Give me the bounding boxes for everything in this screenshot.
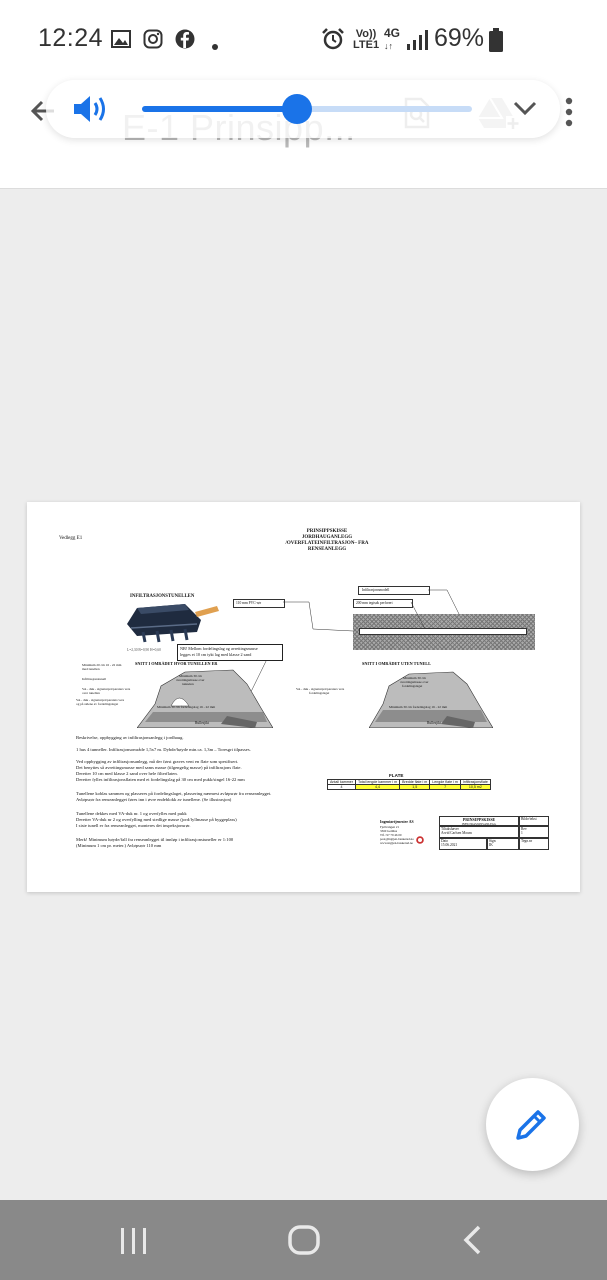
note-line: Merk! Minimum høyde/fall fra renseanlegget til innløp i infiltrasjonstuneller er 1:100 xyxy=(76,837,234,842)
section-right-drawing xyxy=(369,668,493,728)
drawing-header: PRINSIPPSKISSE JORDHAUGANLEGG /OVERFLATEINFILTRASJON– FRA RENSEANLEGG xyxy=(285,529,369,552)
status-bar xyxy=(0,0,607,80)
note-line: I siste tunell er fra renseanlegget, monteres det inspeksjonsrør. xyxy=(76,823,191,828)
company-line: 3360 Geithus xyxy=(380,829,398,833)
note-line: Avløpsrør fra renseanlegget føres inn i øvre endeblokk av tunellene. (Se illustrasjon) xyxy=(76,797,232,802)
fordeling-label-box: Infiltrasjonsmodell xyxy=(358,586,430,595)
left-label-6: og på sidene av fordelingslaget xyxy=(76,702,119,706)
navigation-bar xyxy=(0,1200,607,1280)
note-line: Deretter fylles infiltrasjonsflaten med et fordelingslag på 30 cm med pukk/singel 16-22 mm xyxy=(76,777,245,782)
left-label-0: Minimum 20 cm 16 - 22 mm xyxy=(82,663,122,667)
left-label-1: med tunellen xyxy=(82,667,100,671)
tunnel-label: INFILTRASJONSTUNELLEN xyxy=(130,594,195,599)
flate-cell: 4,4 xyxy=(355,785,399,790)
flate-header: Lengde flate i m xyxy=(430,780,461,785)
flate-header: Bredde flate i m xyxy=(400,780,430,785)
vedlegg-label: Vedlegg E1 xyxy=(59,536,83,541)
flate-cell: 4 xyxy=(328,785,356,790)
volume-panel xyxy=(46,80,560,138)
edit-pencil-icon xyxy=(514,1106,550,1147)
volume-slider-thumb[interactable] xyxy=(282,94,312,124)
back-nav-icon[interactable] xyxy=(461,1224,485,1261)
chevron-down-icon[interactable] xyxy=(512,98,538,123)
facebook-icon xyxy=(175,29,195,54)
notification-dot-icon xyxy=(212,37,218,55)
flate-header: Antall kammer xyxy=(328,780,356,785)
flate-cell: 7 xyxy=(430,785,461,790)
company-line: post@ingtjen-buskerud.no xyxy=(380,837,414,841)
note-line: Tunellene dekkes med VA-duk nr. 1 og overfylles med pukk xyxy=(76,811,187,816)
more-options-icon[interactable] xyxy=(565,97,573,132)
flate-cell: 10,5 m2 xyxy=(460,785,490,790)
network-type: 4G ↓↑ xyxy=(384,26,401,51)
section-left-title: SNITT I OMRÅDET HVOR TUNELLEN ER xyxy=(135,661,218,666)
recent-apps-icon[interactable] xyxy=(118,1226,150,1261)
note-line: Deretter VA-duk nr 2 og overfylling med stedlige masse (jord/fyllmasse på byggeplass) xyxy=(76,817,237,822)
signal-icon xyxy=(407,30,429,55)
right-gravel-label: Minimum 30 cm fordelingslag 16 - 22 mm xyxy=(389,705,448,709)
section-left-drawing xyxy=(137,666,273,728)
left-label-2: Infiltrasjonstunell xyxy=(82,677,107,681)
company-line: www.ingtjen-buskerud.no xyxy=(380,841,414,845)
status-time: 12:24 xyxy=(38,24,104,52)
right-label-1: fordelingslaget xyxy=(309,691,330,695)
volume-icon[interactable] xyxy=(72,93,110,130)
note-box: NB! Mellom fordelingslag og avrettingsmasse legges et 10 cm tykt lag med klasse 2 sand xyxy=(177,644,283,661)
home-icon[interactable] xyxy=(287,1224,321,1261)
edit-button[interactable] xyxy=(486,1078,579,1171)
company-line: Fjellvangen 21 xyxy=(380,825,400,829)
battery-percent: 69% xyxy=(434,24,485,52)
fill-label-left: Rullesjikt xyxy=(195,721,209,725)
company-logo-icon xyxy=(416,831,424,849)
document-page[interactable]: Vedlegg E1 PRINSIPPSKISSE JORDHAUGANLEGG /OVERFLATEINFILTRASJON– FRA RENSEANLEGG INFILTRASJONSTUNELLEN L=2,30 B=0,90 H=0,60 110 mm PVC-rør Infiltrasjonsmodell 200 mm tegtsøk perforert NB! Mellom fordelingslag og avrettingsmasse legges et 10 cm tykt lag med klasse 2 sand SNITT I OMRÅDET HVOR TUNELLEN ER Minimum 20 cm 16 - 22 mm med tunellen Infiltrasjonstunell VA - duk - signaturpræparaters vers over tunellen VA - duk - signaturpræparatets vers og på sidene av fordelingslaget Minimum 30 cm avrettingsmasse over tunnelen Minimum 30 cm fordelingslag 16 - 22 mm Rullesjikt SNITT I OMRÅDET UTEN TUNELL VA - duk - signaturpræparaters vers fordelingslaget Minimum 30 cm avrettingsmasse over fordelingslaget Minimum 30 cm fordelingslag 16 - 22 mm Rullesjikt Beskrivelse, oppbygging av infiltrasjonsanlegg i jordhaug. 1 hus 4 tunneller. Infiltrasjonsområde 1,5x7 m. Dybde/høyde min.ca. 1,3m – Toresgrt tilpasses. Ved oppbygging av infiltrasjonsanlegg, må der først graves vent en flate som spesifisert. Det benyttes så avrettingsmasse med sams masse (tilgengelig masse) på infiltrasjons flate. Deretter 10 cm med klasse 2 sand over hele filterflaten. Deretter fylles infiltrasjonsflaten med et fordelingslag på 30 cm med pukk/singel 16-22 mm Tunellene koblas sammen og plasseres på fordelingslaget, plassering nærmest avløpsrør fra renseanlegget. Avløpsrør fra renseanlegget føres inn i øvre endeblokk av tunellene. (Se illustrasjon) Tunellene dekkes med VA-duk nr. 1 og overfylles med pukk Deretter VA-duk nr 2 og overfylling med stedlige masse (jord/fyllmasse på byggeplass) I siste tunell er fra renseanlegget, monteres det inspeksjonsrør. Merk! Minimum høyde/fall fra renseanlegget til innløp i infiltrasjonstuneller er 1:100 (Minimum 1 cm pr. meter.) Avløpsrør 110 mm FLATE Antall kammer Total lengde kammer i m Bredde flate i m Lengde flate i m Infiltrasjonsflate 4 4,4 1,5 7 10,5 m2 Ingeniørtjenester AS Fjellvangen 21 3360 Geithus Tlf.: 97 79 46 00 post@ingtjen-buskerud.no www.ingtjen-buskerud.no PRINSIPPSKISSE INFILTRASJONSANLEGG Bilde/tekst Tiltakshaver Arvid Carlsen Moum Rev 1 Dato 15.06.2021 Sign IK Tegn.nr xyxy=(27,502,580,892)
note-line: Ved oppbygging av infiltrasjonsanlegg, må der først graves vent en flate som spesifisert. xyxy=(76,759,239,764)
left-label-4: over tunellen xyxy=(82,691,100,695)
instagram-icon xyxy=(143,29,163,54)
battery-icon xyxy=(488,28,504,57)
left-label-5: VA - duk - signaturpræparatets vers xyxy=(76,698,125,702)
gallery-icon xyxy=(111,30,131,53)
table-row xyxy=(328,785,491,790)
perforated-label-box: 200 mm tegtsøk perforert xyxy=(353,599,413,608)
company-line: Tlf.: 97 79 46 00 xyxy=(380,833,402,837)
flate-table xyxy=(327,779,491,790)
company-name: Ingeniørtjenester AS xyxy=(380,820,414,824)
volume-slider-fill xyxy=(142,106,297,112)
note-line: Beskrivelse, oppbygging av infiltrasjonsanlegg i jordhaug. xyxy=(76,735,184,740)
left-label-3: VA - duk - signaturpræparaters vers xyxy=(82,687,131,691)
flate-header: Infiltrasjonsflate xyxy=(460,780,490,785)
pipe-label-box: 110 mm PVC-rør xyxy=(233,599,285,608)
note-line: (Minimum 1 cm pr. meter.) Avløpsrør 110 mm xyxy=(76,843,162,848)
alarm-icon xyxy=(321,28,345,55)
flate-cell: 1,5 xyxy=(400,785,430,790)
note-line: Det benyttes så avrettingsmasse med sams masse (tilgengelig masse) på infiltrasjons flate. xyxy=(76,765,242,770)
title-block: PRINSIPPSKISSE INFILTRASJONSANLEGG Bilde/tekst Tiltakshaver Arvid Carlsen Moum Rev 1 Dato 15.06.2021 Sign IK Tegn.nr xyxy=(439,816,549,854)
flate-header: Total lengde kammer i m xyxy=(355,780,399,785)
volte-indicator: Vo)) LTE1 xyxy=(353,28,380,51)
table-row xyxy=(328,780,491,785)
fill-label-right: Rullesjikt xyxy=(427,721,441,725)
flate-title: FLATE xyxy=(389,773,404,778)
note-line: 1 hus 4 tunneller. Infiltrasjonsområde 1,5x7 m. Dybde/høyde min.ca. 1,3m – Toresgrt tilpasses. xyxy=(76,747,251,752)
tunnel-dimensions: L=2,30 B=0,90 H=0,60 xyxy=(127,648,161,652)
gravel-label: Minimum 30 cm fordelingslag 16 - 22 mm xyxy=(157,705,216,709)
volume-slider[interactable] xyxy=(142,106,472,112)
right-label-0: VA - duk - signaturpræparaters vers xyxy=(296,687,345,691)
section-right-title: SNITT I OMRÅDET UTEN TUNELL xyxy=(362,661,431,666)
note-line: Deretter 10 cm med klasse 2 sand over hele filterflaten. xyxy=(76,771,178,776)
note-line: Tunellene koblas sammen og plasseres på fordelingslaget, plassering nærmest avløpsrør fra renseanlegget. xyxy=(76,791,272,796)
